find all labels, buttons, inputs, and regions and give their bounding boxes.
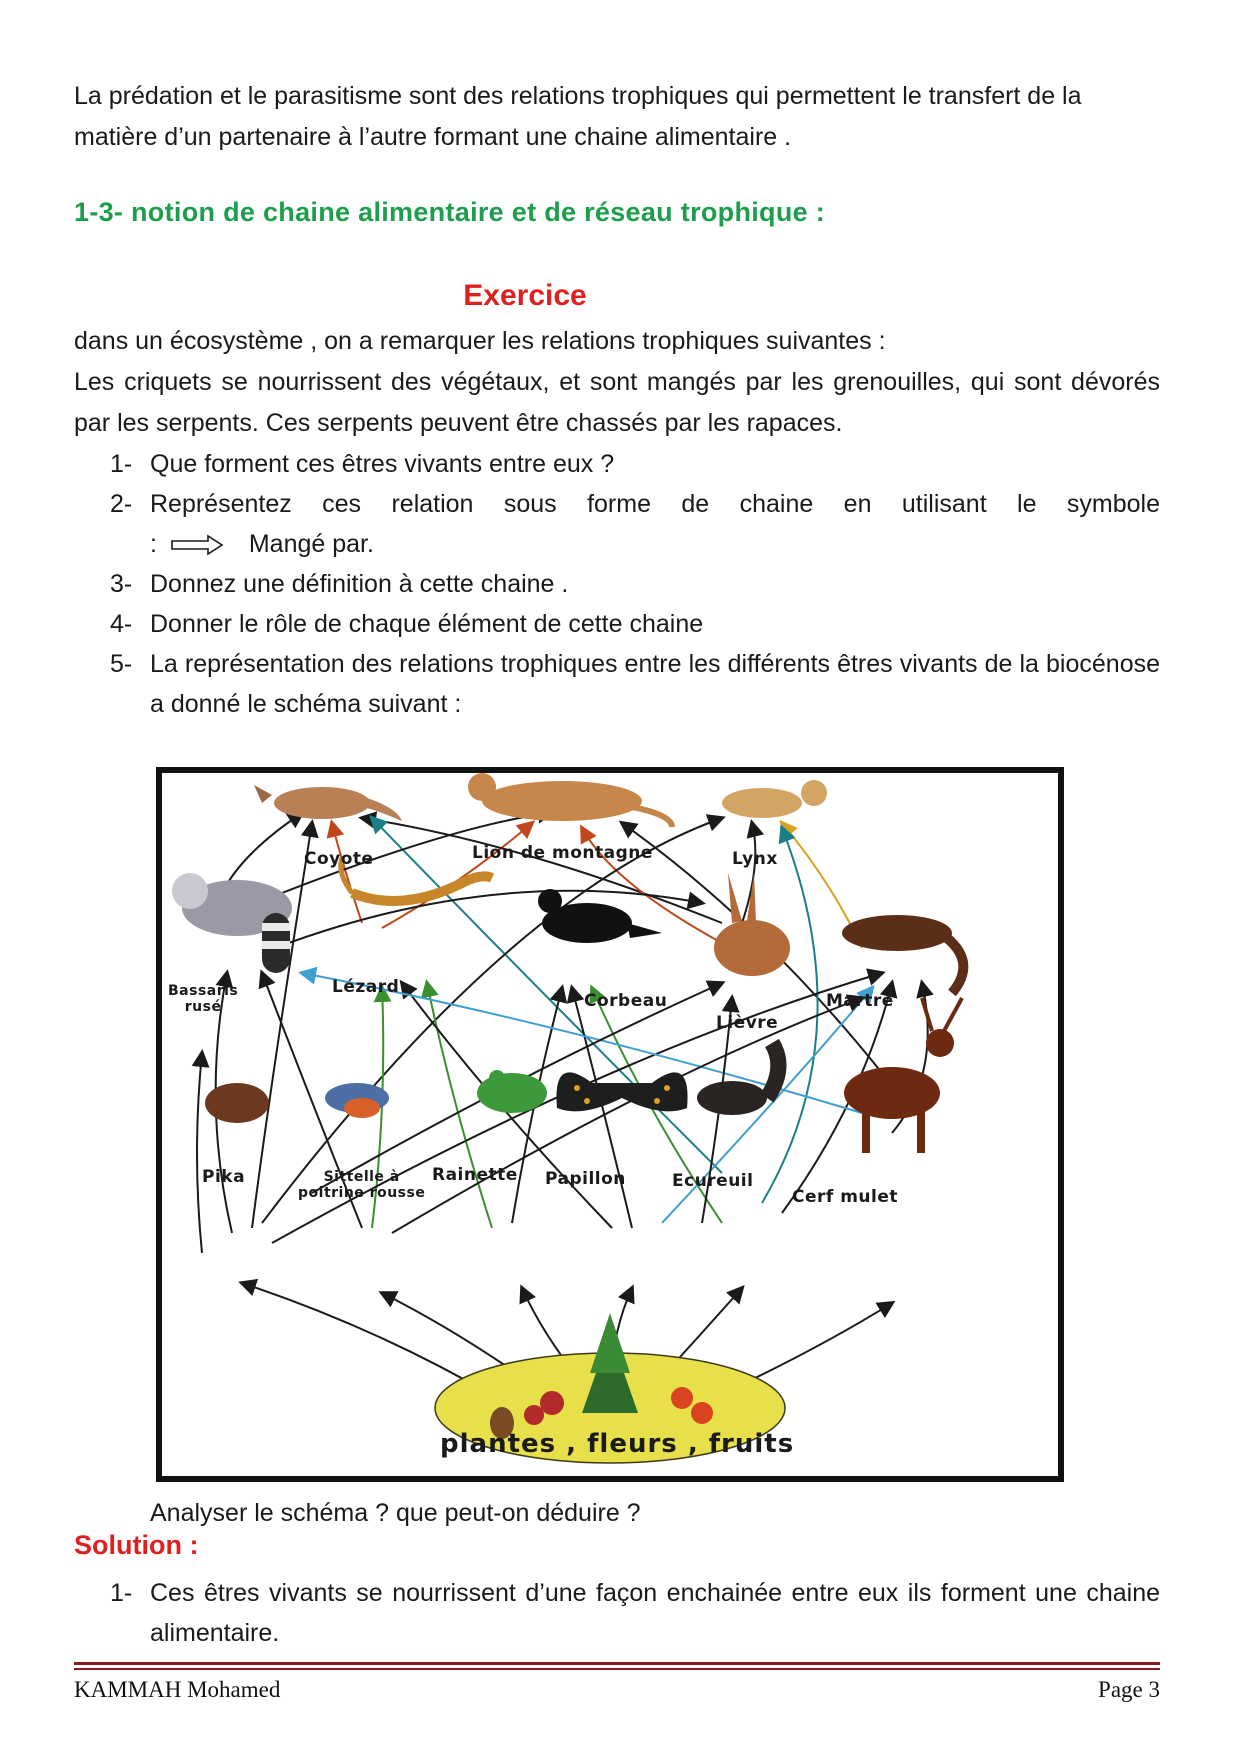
question-item [110,644,1160,724]
solution-number: 1- [110,1579,133,1607]
label-rainette: Rainette [432,1165,518,1185]
mountain-lion-icon [468,773,672,827]
label-papillon: Papillon [545,1169,626,1189]
label-pika: Pika [202,1167,246,1187]
food-web-svg [162,773,1058,1476]
exercise-title: Exercice [463,279,587,312]
label-coyote: Coyote [304,849,374,869]
question-text: Que forment ces êtres vivants entre eux ? [150,450,615,478]
question-item [110,484,1160,564]
squirrel-icon [697,1043,778,1115]
label-plants: plantes , fleurs , fruits [440,1429,795,1459]
symbol-colon: : [150,530,157,558]
label-ecureuil: Ecureuil [672,1171,754,1191]
exercise-statement-intro: dans un écosystème , on a remarquer les relations trophiques suivantes : [74,327,886,355]
question-number: 3- [110,570,133,598]
nuthatch-icon [325,1083,389,1118]
label-sittelle: Sittelle à poitrine rousse [298,1169,426,1201]
question-item [110,564,1160,604]
mule-deer-icon [844,998,962,1153]
raven-icon [538,889,662,943]
question-item [110,604,1160,644]
question-text: Donnez une définition à cette chaine . [150,570,569,598]
double-arrow-icon [170,534,224,556]
question-item [110,444,1160,484]
solution-title: Solution : [74,1530,199,1560]
section-heading: 1-3- notion de chaine alimentaire et de réseau trophique : [74,197,826,227]
label-cerf: Cerf mulet [792,1187,899,1207]
question-symbol-line [150,524,1160,564]
question-number: 2- [110,490,133,518]
label-lynx: Lynx [732,849,778,869]
solution-item [110,1573,1160,1653]
marten-icon [842,915,963,993]
footer-divider [74,1662,1160,1665]
tree-frog-icon [477,1070,547,1113]
question-list [110,444,1160,724]
solution-list [110,1573,1160,1653]
intro-paragraph: La prédation et le parasitisme sont des relations trophiques qui permettent le transfert de la matière d’un partenaire à l’autre formant une chaine alimentaire . [74,82,1082,151]
solution-text: Ces êtres vivants se nourrissent d’une façon enchainée entre eux ils forment une chaine alimentaire. [150,1579,1160,1647]
exercise-statement: Les criquets se nourrissent des végétaux, et sont mangés par les grenouilles, qui sont dévorés par les serpents. Ces serpents peuvent être chassés par les rapaces. [74,368,1160,437]
label-bassaris: Bassaris rusé [168,983,239,1015]
raccoon-icon [172,873,292,973]
question-text: Représentez ces relation sous forme de chaine en utilisant le symbole [150,490,1160,518]
pika-icon [205,1083,269,1123]
label-lion: Lion de montagne [472,843,653,863]
lynx-icon [722,780,827,818]
label-lievre: Lièvre [716,1013,779,1033]
question-number: 1- [110,450,133,478]
footer-page-number: Page 3 [1098,1677,1160,1702]
question-number: 4- [110,610,133,638]
label-corbeau: Corbeau [584,991,668,1011]
footer-author: KAMMAH Mohamed [74,1677,281,1702]
footer-divider [74,1668,1160,1670]
label-martre: Martre [826,991,894,1011]
question-number: 5- [110,650,133,678]
question-text: La représentation des relations trophiques entre les différents êtres vivants de la biocénose a donné le schéma suivant : [150,650,1160,718]
hare-icon [714,873,790,976]
analysis-prompt: Analyser le schéma ? que peut-on déduire ? [150,1499,641,1527]
symbol-meaning: Mangé par. [248,530,374,558]
question-text: Donner le rôle de chaque élément de cette chaine [150,610,704,638]
food-web-diagram [156,767,1064,1482]
label-lezard: Lézard [332,977,400,997]
coyote-icon [254,785,402,821]
